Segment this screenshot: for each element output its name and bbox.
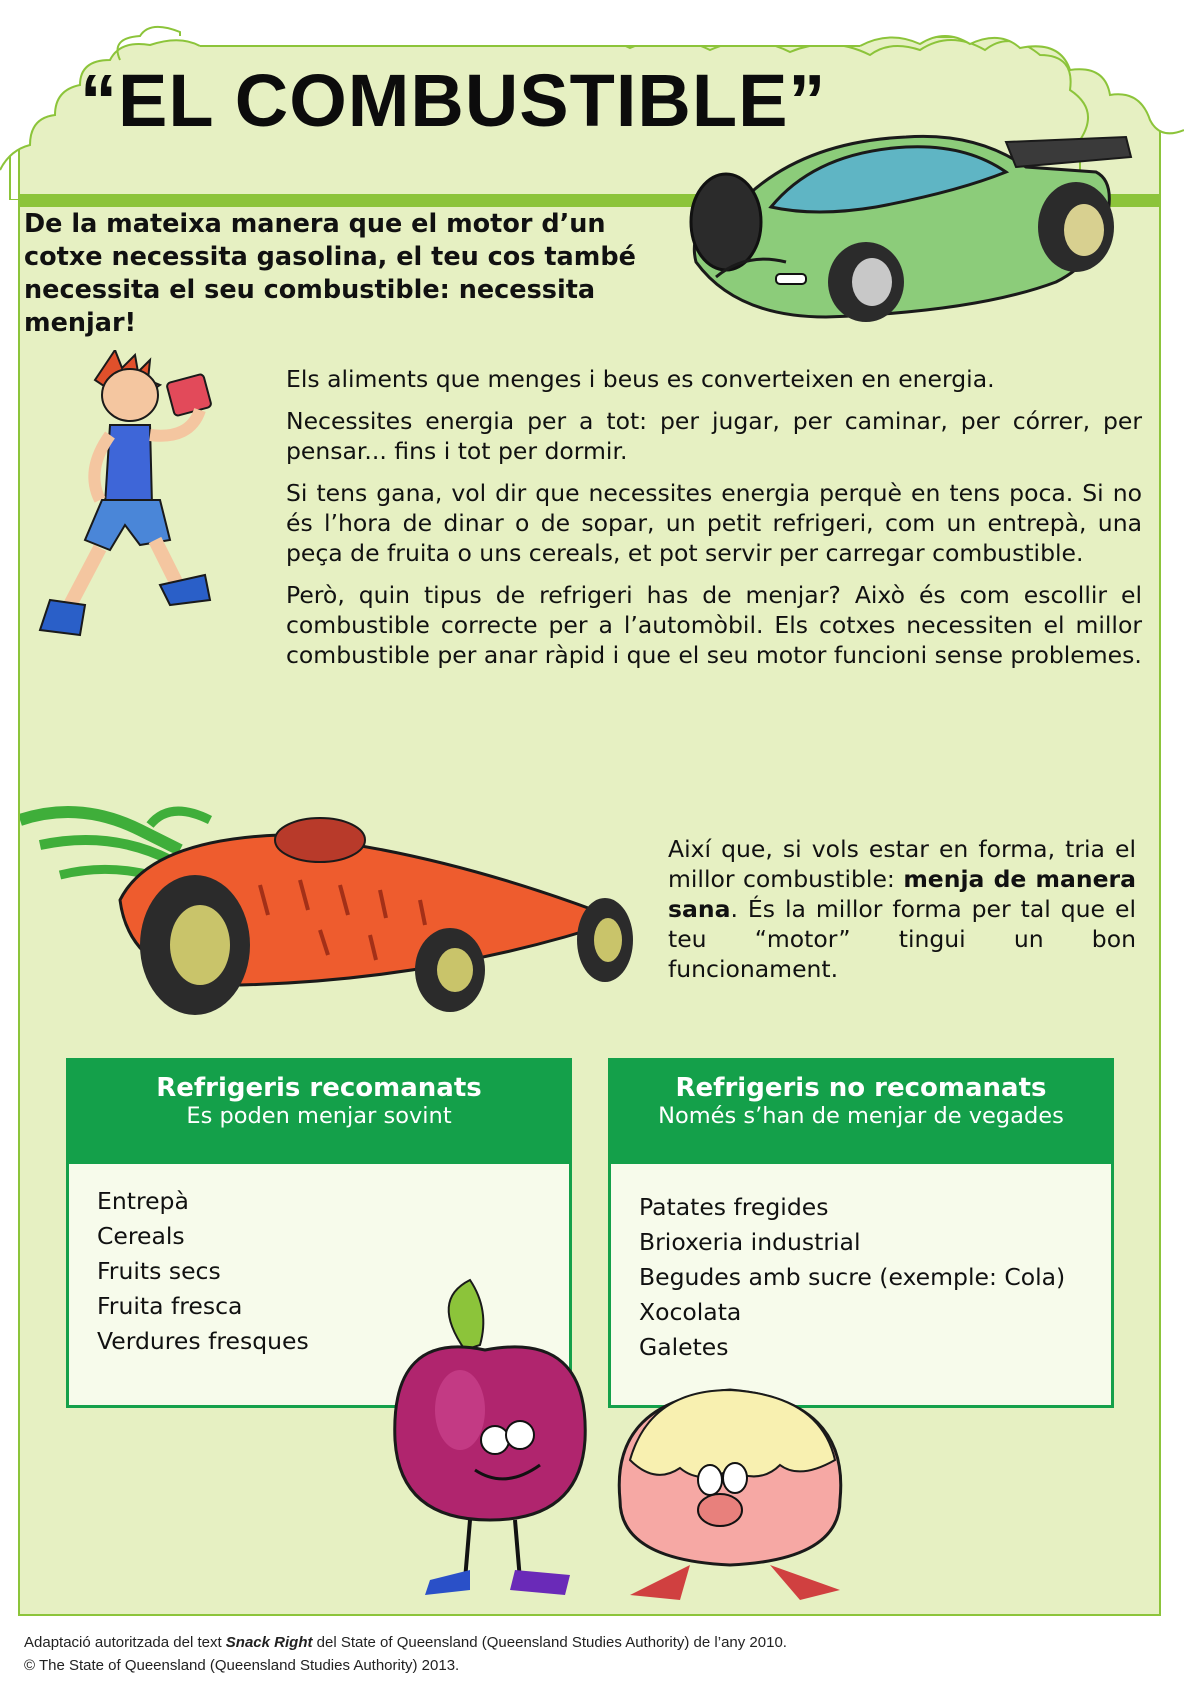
side-text-part: Així que, si vols estar en forma, tria el millor combustible: <box>668 835 1136 893</box>
list-item: Xocolata <box>639 1298 742 1326</box>
list-item: Patates fregides <box>639 1193 829 1221</box>
intro-text: De la mateixa manera que el motor d’un cotxe necessita gasolina, el teu cos també necessita el seu combustible: necessita menjar! <box>24 209 636 338</box>
paragraph: Els aliments que menges i beus es converteixen en energia. <box>286 365 995 393</box>
footer-line: © The State of Queensland (Queensland Studies Authority) 2013. <box>24 1657 460 1674</box>
box-header <box>611 1061 1111 1164</box>
list-item: Cereals <box>97 1222 185 1250</box>
box-title: Refrigeris no recomanats <box>675 1073 1047 1103</box>
footer-text: Adaptació autoritzada del text <box>24 1634 226 1651</box>
box-subtitle: Es poden menjar sovint <box>186 1103 452 1129</box>
footer-line <box>24 1631 1174 1654</box>
footer-source-title: Snack Right <box>225 1634 313 1651</box>
list-item: Fruita fresca <box>97 1292 243 1320</box>
list-item: Entrepà <box>97 1187 189 1215</box>
list-item: Begudes amb sucre (exemple: Cola) <box>639 1263 1066 1291</box>
list-item: Galetes <box>639 1333 729 1361</box>
pastry-character-illustration <box>600 1360 860 1610</box>
apple-character-illustration <box>370 1270 620 1610</box>
list-item: Brioxeria industrial <box>639 1228 861 1256</box>
footer-credits <box>24 1631 1174 1677</box>
runner-boy-illustration <box>30 350 250 670</box>
green-race-car-illustration <box>676 112 1146 327</box>
paragraph: Necessites energia per a tot: per jugar, per caminar, per córrer, per pensar... fins i tot per dormir. <box>286 407 1142 465</box>
snack-list <box>611 1164 1111 1365</box>
page-title: “EL COMBUSTIBLE” <box>80 59 827 142</box>
list-item: Verdures fresques <box>97 1327 309 1355</box>
footer-text: del State of Queensland (Queensland Studies Authority) de l’any 2010. <box>312 1634 787 1651</box>
side-text-part: . És la millor forma per tal que el teu “motor” tingui un bon funcionament. <box>668 895 1136 983</box>
carrot-car-illustration <box>20 790 640 1020</box>
box-subtitle: Només s’han de menjar de vegades <box>658 1103 1064 1129</box>
not-recommended-snacks-box <box>608 1058 1114 1408</box>
list-item: Fruits secs <box>97 1257 221 1285</box>
box-title: Refrigeris recomanats <box>156 1073 482 1103</box>
box-header <box>69 1061 569 1164</box>
body-paragraphs <box>286 364 1142 682</box>
paragraph: Si tens gana, vol dir que necessites energia perquè en tens poca. Si no és l’hora de dinar o de sopar, un petit refrigeri, com un entrepà, una peça de fruita o uns cereals, et pot servir per carregar combustible. <box>286 479 1142 567</box>
side-text <box>668 834 1136 984</box>
side-text-bold: menja de manera sana <box>668 865 1136 923</box>
paragraph: Però, quin tipus de refrigeri has de menjar? Això és com escollir el combustible correcte per a l’automòbil. Els cotxes necessiten el millor combustible per anar ràpid i que el seu motor funcioni sense problemes. <box>286 581 1142 669</box>
